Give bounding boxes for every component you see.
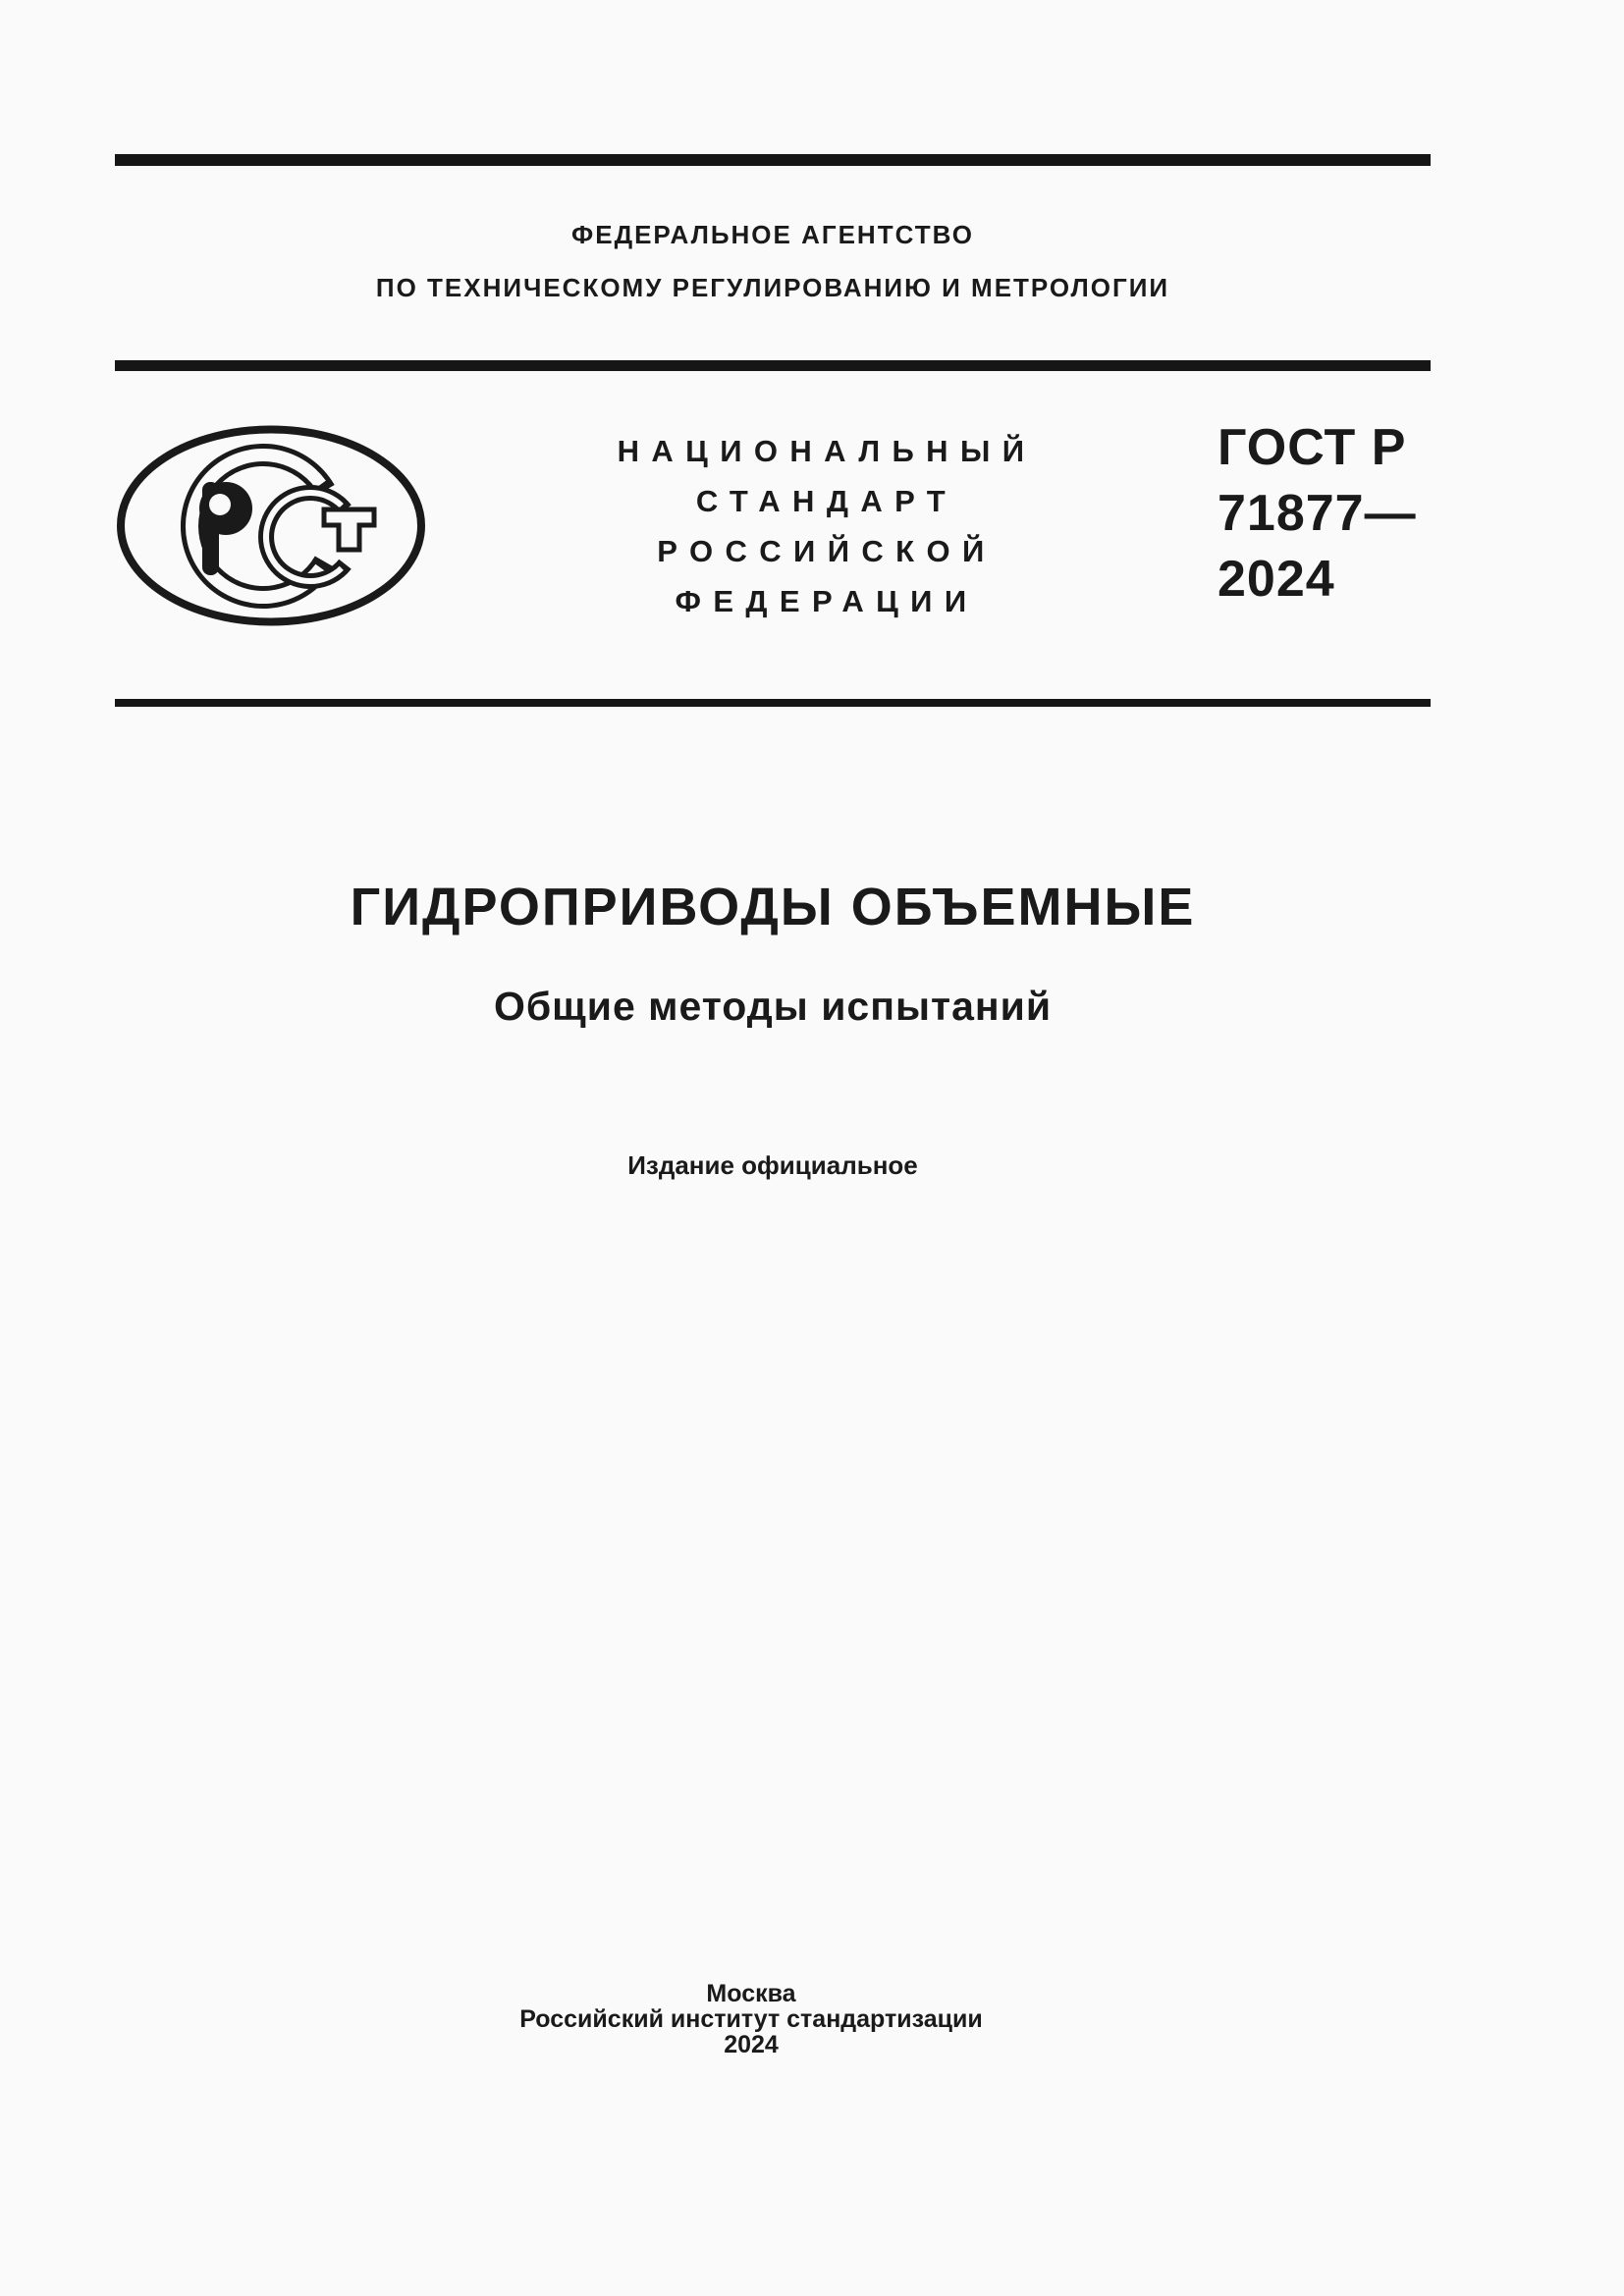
- page-content: [115, 0, 1431, 2296]
- top-rule: [115, 154, 1431, 166]
- gost-designation: [1218, 415, 1431, 613]
- edition-note: Издание официальное: [627, 1150, 918, 1180]
- imprint-publisher: Российский институт стандартизации: [519, 2005, 983, 2033]
- national-standard-line: РОССИЙСКОЙ: [657, 534, 997, 568]
- imprint-city: Москва: [706, 1980, 796, 2007]
- gost-designation-line1: ГОСТ Р: [1218, 419, 1407, 476]
- national-standard-line: НАЦИОНАЛЬНЫЙ: [617, 434, 1037, 468]
- national-standard-label: [434, 426, 1219, 626]
- agency-name-line1: ФЕДЕРАЛЬНОЕ АГЕНТСТВО: [571, 220, 974, 249]
- bottom-rule: [115, 699, 1431, 707]
- rst-logo-icon: [116, 425, 426, 626]
- gost-designation-line3: 2024: [1218, 551, 1335, 608]
- gost-designation-line2: 71877—: [1218, 485, 1417, 542]
- imprint-year: 2024: [724, 2031, 779, 2058]
- agency-name-line2: ПО ТЕХНИЧЕСКОМУ РЕГУЛИРОВАНИЮ И МЕТРОЛОГИИ: [375, 273, 1170, 302]
- national-standard-line: СТАНДАРТ: [695, 484, 958, 518]
- agency-name: [115, 220, 1431, 302]
- document-subtitle: Общие методы испытаний: [493, 984, 1053, 1029]
- national-standard-line: ФЕДЕРАЦИИ: [675, 584, 979, 618]
- document-title: ГИДРОПРИВОДЫ ОБЪЕМНЫЕ: [350, 878, 1196, 936]
- imprint: [115, 1981, 1387, 2057]
- middle-rule: [115, 360, 1431, 371]
